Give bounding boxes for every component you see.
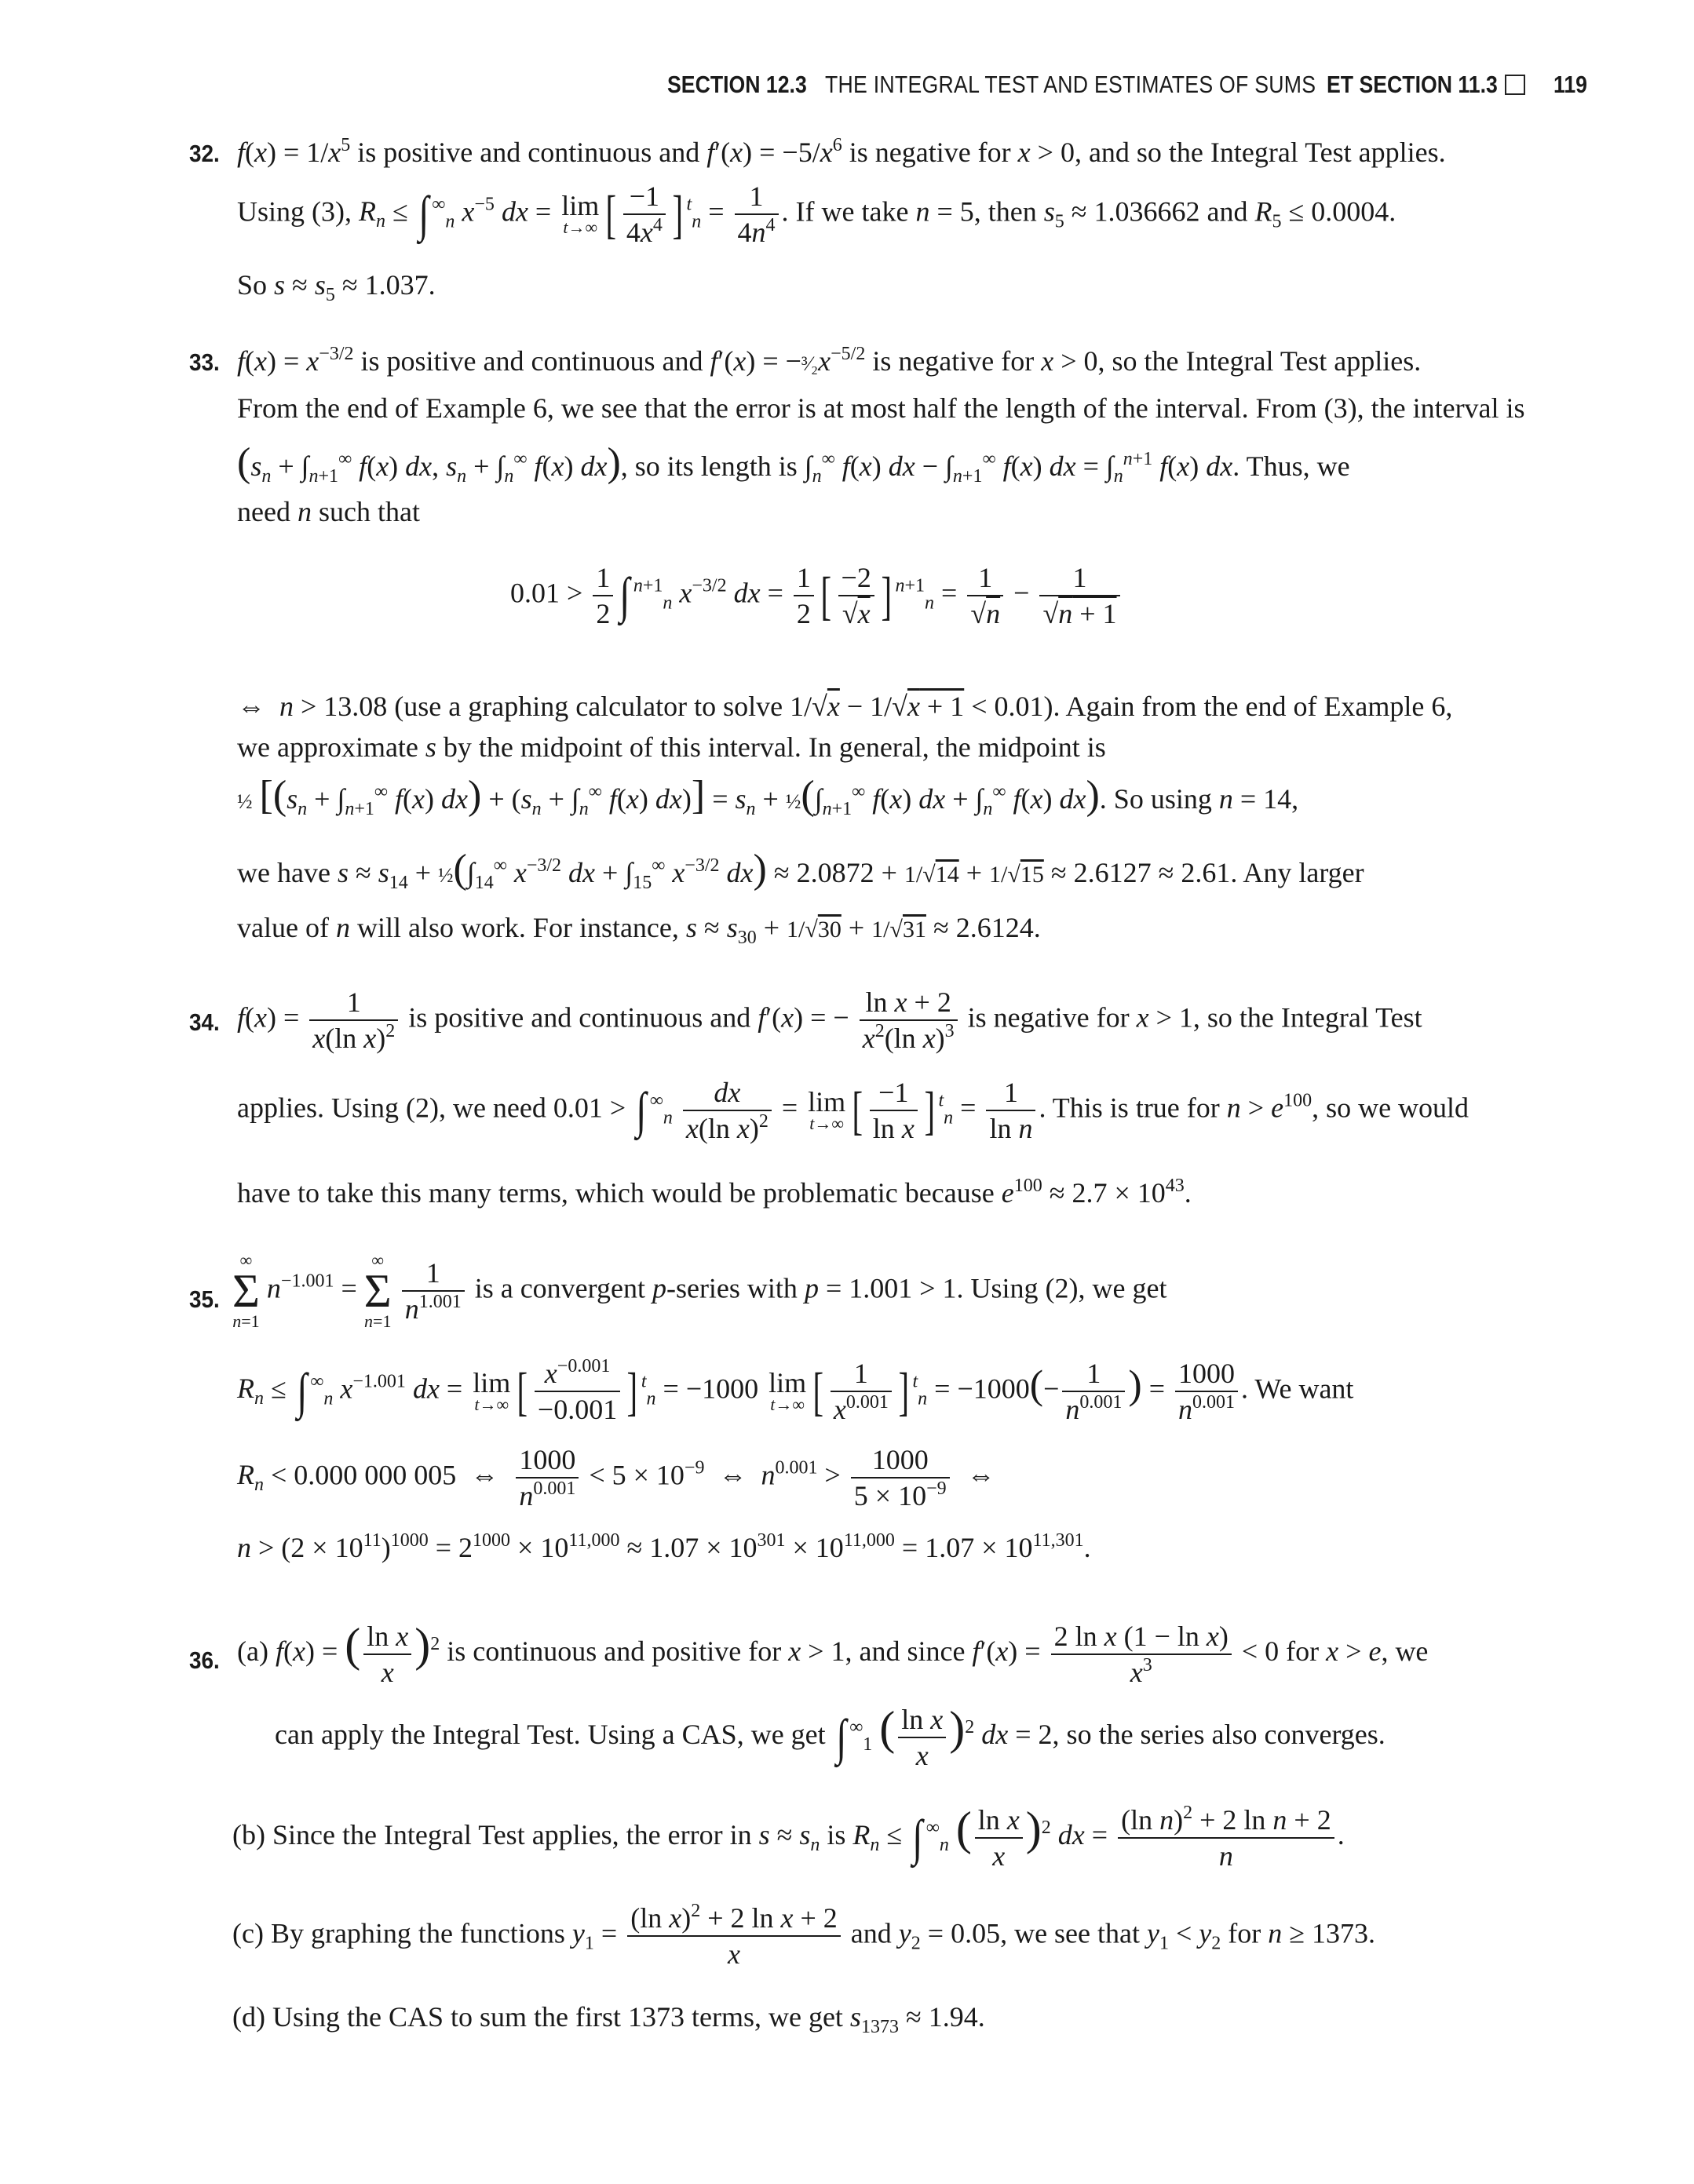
problem-number: 32. bbox=[189, 140, 220, 167]
problem-33-line-2: From the end of Example 6, we see that the error is at most half the length of the interval. From (3), the interval is bbox=[237, 392, 1525, 424]
problem-33-line-10: value of n will also work. For instance, $s \approx s_{30} + 1/√30 + 1/√31 \approx 2.6124$. bbox=[237, 912, 1041, 948]
header-section: SECTION 12.3 bbox=[667, 70, 807, 98]
header-et-section: ET SECTION 11.3 bbox=[1326, 70, 1498, 98]
problem-33-line-4: need n such that bbox=[237, 496, 420, 527]
problem-33-display-equation: 0.01 > $\frac{1}{2}$ ∫ $^{n+1}_n$ $x^{-3/2}$ dx = $\frac{1}{2}$ [ $\frac{-2}{√x}$ ] $^{n+1}_n$ = $\frac{1}{√n}$ − $\frac{1}{√n + 1}$ bbox=[510, 560, 1123, 631]
problem-36-part-c: (c) By graphing the functions $y_1$ = $\frac{(\ln x)^2 + 2 \ln x + 2}{x}$ and $y_2 = 0.05$, we see that $y_1 < y_2$ for n ≥ 1373. bbox=[232, 1901, 1376, 1970]
problem-number: 34. bbox=[189, 1008, 220, 1036]
problem-35-line-4: $n > (2 \times 10^{11})^{1000} = 2^{1000} \times 10^{11,000} \approx 1.07 \times 10^{301} \times 10^{11,000} = 1.07 \times 10^{11,301}$. bbox=[237, 1530, 1091, 1563]
problem-35-line-2: $R_n$ ≤ ∫ ∞$_n$ $x^{-1.001}$ dx = lim t→∞ [ $\frac{x^{-0.001}}{-0.001}$ ] $^t_n$ = −1000 lim t→∞ [ $\frac{1}{x^{0.001}}$ ] $^t_n$ = −1000(− $\frac{1}{n^{0.001}}$ ) = $\frac{1000}{n^{0.001}}$ . We want bbox=[237, 1356, 1354, 1425]
problem-33-line-1: $f(x) = x^{-3/2}$ is positive and continuous and $f'(x) = -^3⁄_2x^{-5/2}$ is negative for x > 0, so the Integral Test applies. bbox=[237, 344, 1422, 377]
problem-33-line-6: ⇔ n > 13.08 (use a graphing calculator to solve 1/√x − 1/√x + 1 < 0.01). Again from the end of Example 6, bbox=[237, 691, 1453, 722]
problem-32-line-1: $f(x) = 1/x^5$ is positive and continuous and $f'(x) = -5/x^6$ is negative for x > 0, and so the Integral Test applies. bbox=[237, 135, 1446, 168]
problem-36-part-a-line-1: (a) f(x) = ( $\frac{\text{ln x}}{x}$ )$^2$ is continuous and positive for x > 1, and since f′(x) = $\frac{\text{2 ln x (1 − ln x)}}{x^3}$ < 0 for x > e, we bbox=[237, 1619, 1429, 1688]
problem-34-line-1: f(x) = $\frac{1}{x(\ln x)^2}$ is positive and continuous and f′(x) = − $\frac{\text{ln x + 2}}{x^2(\ln x)^3}$ is negative for x > 1, so the Integral Test bbox=[237, 986, 1422, 1054]
problem-number: 36. bbox=[189, 1646, 220, 1674]
problem-36-part-a-line-2: can apply the Integral Test. Using a CAS, we get ∫ ∞$_1$ ( $\frac{\text{ln x}}{x}$ )$^2$ dx = 2, so the series also converges. bbox=[275, 1702, 1386, 1771]
problem-35-line-1: ∞ Σ n=1 $n^{-1.001}$ = ∞ Σ n=1 $\frac{1}{n^{1.001}}$ is a convergent p-series with p = 1.001 > 1. Using (2), we get bbox=[232, 1250, 1167, 1331]
problem-34-line-3: have to take this many terms, which would be problematic because $e^{100} \approx 2.7 \times 10^{43}$. bbox=[237, 1176, 1192, 1209]
problem-36-part-b: (b) Since the Integral Test applies, the error in $s \approx s_n$ is $R_n$ ≤ ∫ ∞$_n$ ( $\frac{\text{ln x}}{x}$ )$^2$ dx = $\frac{(\ln n)^2 + 2 \ln n + 2}{n}$ . bbox=[232, 1802, 1345, 1872]
problem-33-line-8: ½ [($s_n + \int_{n+1}^\infty$ f(x) $dx) + (s_n + \int_n^\infty$ f(x) $dx)] = s_n$ + $\frac{1}{2}(\int_{n+1}^\infty$ f(x) dx + $\int_n^\infty$ f(x) dx). So using n = 14, bbox=[237, 773, 1299, 819]
problem-34-line-2: applies. Using (2), we need 0.01 > ∫ ∞$_n$ $\frac{dx}{x(\ln x)^2}$ = lim t→∞ [ $\frac{-1}{\text{ln x}}$ ] $^t_n$ = $\frac{1}{\text{ln n}}$ . This is true for $n > e^{100}$, so we would bbox=[237, 1077, 1469, 1144]
problem-number: 35. bbox=[189, 1285, 220, 1313]
problem-33-line-7: we approximate s by the midpoint of this interval. In general, the midpoint is bbox=[237, 731, 1106, 763]
problem-35-line-3: $R_n < 0.000$ 000 005 ⇔ $\frac{1000}{n^{0.001}}$ < $5 \times 10^{-9}$ ⇔ $n^{0.001}$ > $\frac{1000}{5 \times 10^{-9}}$ ⇔ bbox=[237, 1444, 995, 1511]
page-number: 119 bbox=[1553, 70, 1588, 98]
square-icon bbox=[1505, 75, 1525, 95]
problem-33-line-3: ($s_n + \int_{n+1}^\infty$ f(x) dx, $s_n + \int_n^\infty$ f(x) dx), so its length is $\int_n^\infty$ f(x) dx − $\int_{n+1}^\infty$ f(x) dx = $\int_n^{n+1}$ f(x) dx. Thus, we bbox=[237, 440, 1350, 487]
header-title: THE INTEGRAL TEST AND ESTIMATES OF SUMS bbox=[824, 70, 1316, 98]
running-header bbox=[667, 69, 1609, 108]
problem-36-part-d: (d) Using the CAS to sum the first 1373 terms, we get $s_{1373} \approx 1.94$. bbox=[232, 2001, 985, 2037]
problem-33-line-9: we have $s \approx s_{14}$ + $\frac{1}{2}(\int_{14}^\infty$ $x^{-3/2}$ dx + $\int_{15}^\infty$ $x^{-3/2}$ dx) ≈ 2.0872 + 1/√14 + 1/√15 ≈ 2.6127 ≈ 2.61. Any larger bbox=[237, 847, 1364, 893]
text-32-1 bbox=[0, 0, 1, 1]
problem-32-line-2: Using (3), $R_n$ ≤ ∫ ∞$_n$ $x^{-5}$ dx = lim t→∞ [ $\frac{-1}{4x^4}$ ] $^t_n$ = $\frac{1}{4n^4}$ . If we take n = 5, then $s_5 \approx 1.036662$ and $R_5 \le 0.0004$. bbox=[237, 180, 1396, 248]
problem-32-line-3: So $s \approx s_5 \approx 1.037$. bbox=[237, 269, 436, 305]
problem-number: 33. bbox=[189, 348, 220, 376]
